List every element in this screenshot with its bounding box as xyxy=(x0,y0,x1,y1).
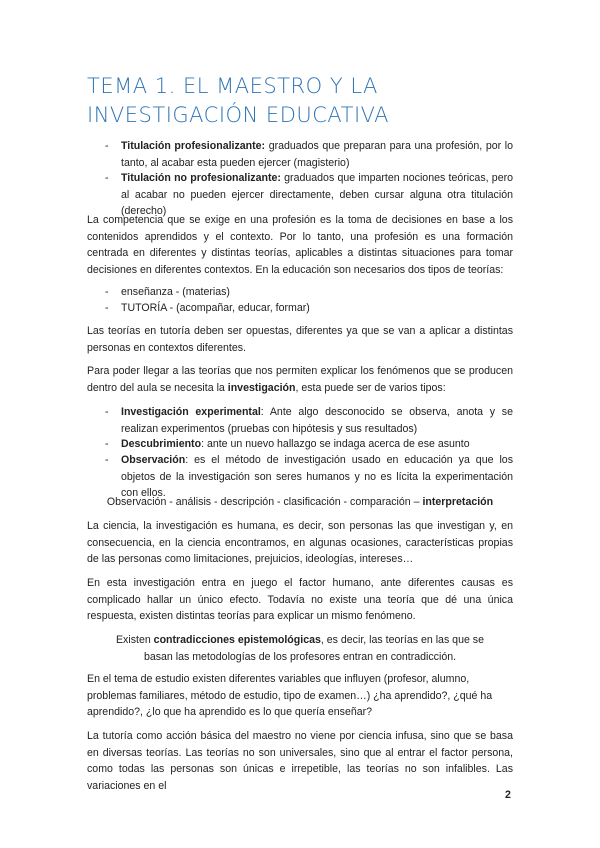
page-title: TEMA 1. EL MAESTRO Y LA INVESTIGACIÓN EDUCATIVA xyxy=(87,74,390,127)
list-item-text: : ante un nuevo hallazgo se indaga acerca de ese asunto xyxy=(201,438,470,450)
paragraph: La competencia que se exige en una profesión es la toma de decisiones en base a los contenidos aprendidos y el contexto. Por lo tanto, una profesión es una formación centrada en diferentes y distintas teorías, aplicables a distintas situaciones para tomar decisiones en diferentes contextos. En la educación son necesarios dos tipos de teorías: xyxy=(87,214,513,276)
statement-term: contradicciones epistemológicas xyxy=(153,634,321,646)
list-item xyxy=(105,138,513,171)
paragraph: En el tema de estudio existen diferentes variables que influyen (profesor, alumno, problemas familiares, método de estudio, tipo de examen…) ¿ha aprendido?, ¿qué ha aprendido?, ¿lo que ha aprendido es lo que quería enseñar? xyxy=(87,673,493,718)
list-item-text: : Ante algo desconocido se observa, anota y se realizan experimentos (pruebas con hipótesis y sus resultados) xyxy=(121,406,513,435)
list-item-text: TUTORÍA - (acompañar, educar, formar) xyxy=(121,302,310,314)
centered-statement xyxy=(107,632,493,665)
list-item xyxy=(105,404,513,437)
sequence-term: interpretación xyxy=(422,496,494,508)
list-item-term: Descubrimiento xyxy=(121,438,202,450)
paragraph-text: , esta puede ser de varios tipos: xyxy=(295,381,446,394)
list-item-term: Titulación profesionalizante: xyxy=(121,140,266,152)
centered-sequence xyxy=(87,494,513,511)
paragraph: Las teorías en tutoría deben ser opuestas, diferentes ya que se van a aplicar a distintas personas en contextos diferentes. xyxy=(87,325,513,354)
list-dash: - xyxy=(105,286,109,298)
list-item-term: Observación xyxy=(121,454,186,466)
list-item-text: enseñanza - (materias) xyxy=(121,286,230,298)
page-number: 2 xyxy=(505,789,511,801)
paragraph xyxy=(87,363,513,396)
list-dash: - xyxy=(105,302,109,314)
list-item-text: graduados que imparten nociones teóricas, pero al acabar no pueden ejercer directamente, deben cursar alguna otra titulación (derecho) xyxy=(121,172,514,217)
statement-text: , es decir, las teorías en las que se basan las metodologías de los profesores entran en contradicción. xyxy=(143,634,484,663)
list-dash: - xyxy=(105,454,109,466)
list-item xyxy=(105,436,513,453)
list-dash: - xyxy=(105,438,109,450)
list-dash: - xyxy=(105,172,109,184)
paragraph: La tutoría como acción básica del maestro no viene por ciencia infusa, sino que se basa en diversas teorías. Las teorías no son universales, sino que al entrar el factor persona, como todas las personas son únicas e irrepetible, las teorías no son infalibles. Las variaciones en el xyxy=(87,730,513,792)
list-item-text: graduados que preparan para una profesión, por lo tanto, al acabar esta pueden ejercer (magisterio) xyxy=(121,140,513,169)
list-item xyxy=(105,284,513,301)
paragraph: La ciencia, la investigación es humana, es decir, son personas las que investigan y, en consecuencia, en la ciencia encontramos, en algunas ocasiones, características propias de las personas como limitaciones, prejuicios, ideologías, intereses… xyxy=(87,520,513,565)
paragraph-text: Para poder llegar a las teorías que nos permiten explicar los fenómenos que se producen dentro del aula se necesita la xyxy=(87,365,513,394)
list-item-term: Titulación no profesionalizante: xyxy=(121,172,281,184)
list-item-term: Investigación experimental xyxy=(121,406,261,418)
list-dash: - xyxy=(105,406,109,418)
list-item xyxy=(105,300,513,317)
list-dash: - xyxy=(105,140,109,152)
sequence-text: Observación - análisis - descripción - clasificación - comparación – xyxy=(106,496,423,508)
paragraph-term: investigación xyxy=(227,381,296,394)
paragraph: En esta investigación entra en juego el factor humano, ante diferentes causas es complicado hallar un único efecto. Todavía no existe una teoría que dé una única respuesta, existen distintas teorías para explicar un mismo fenómeno. xyxy=(87,577,513,622)
list-item-text: : es el método de investigación usado en educación ya que los objetos de la investigación son seres humanos y no es lícita la experimentación con ellos. xyxy=(121,454,513,499)
statement-text: Existen xyxy=(115,634,154,646)
